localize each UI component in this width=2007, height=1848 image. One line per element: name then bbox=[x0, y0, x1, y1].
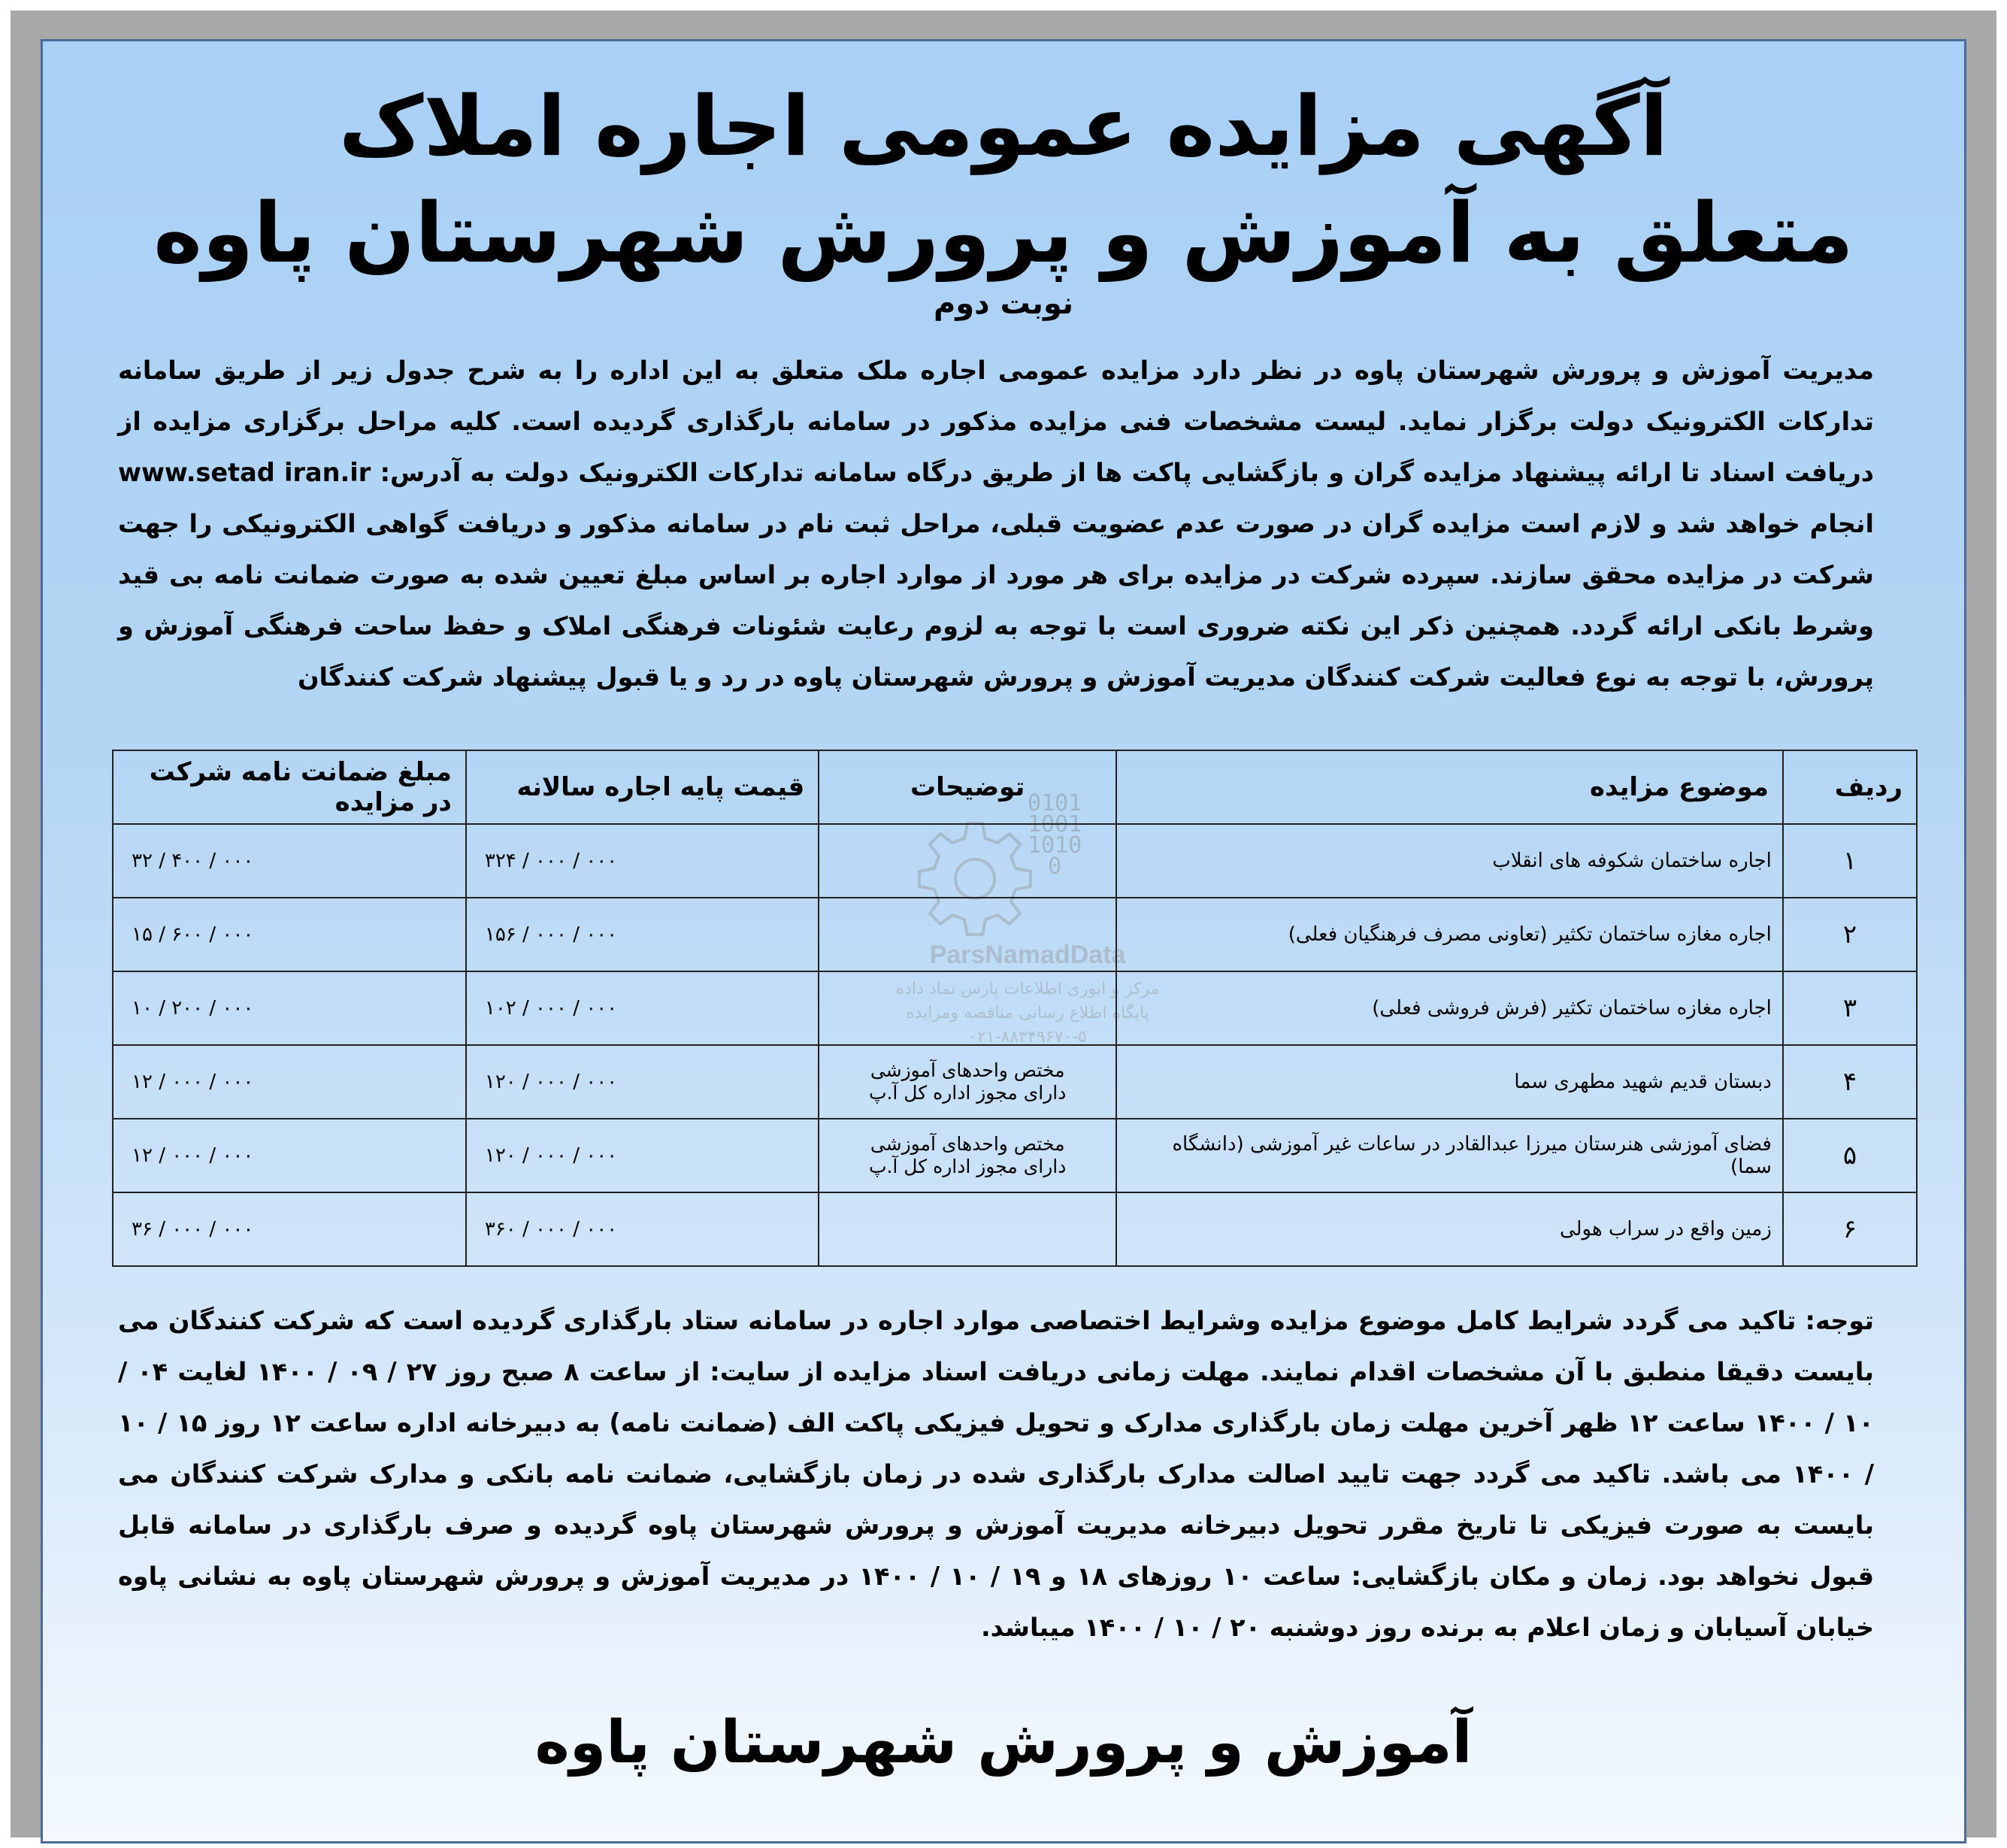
row-base-price: ۱۰۲ / ۰۰۰ / ۰۰۰ bbox=[466, 971, 819, 1045]
row-number: ۴ bbox=[1783, 1045, 1917, 1119]
row-guarantee: ۳۶ / ۰۰۰ / ۰۰۰ bbox=[113, 1192, 466, 1266]
row-subject: زمین واقع در سراب هولی bbox=[1116, 1192, 1783, 1266]
auction-table bbox=[112, 750, 1918, 1267]
row-subject: اجاره مغازه ساختمان تکثیر (تعاونی مصرف فرهنگیان فعلی) bbox=[1116, 898, 1783, 971]
table-row bbox=[113, 1192, 1917, 1266]
row-description-line-1: مختص واحدهای آموزشی bbox=[870, 1059, 1065, 1081]
row-number: ۳ bbox=[1783, 971, 1917, 1045]
round-label: نوبت دوم bbox=[933, 286, 1074, 321]
table-header-row bbox=[113, 750, 1917, 824]
row-base-price: ۳۶۰ / ۰۰۰ / ۰۰۰ bbox=[466, 1192, 819, 1266]
row-subject: دبستان قدیم شهید مطهری سما bbox=[1116, 1045, 1783, 1119]
title-line-2: متعلق به آموزش و پرورش شهرستان پاوه bbox=[153, 185, 1854, 281]
row-description bbox=[819, 898, 1116, 971]
row-subject: اجاره ساختمان شکوفه های انقلاب bbox=[1116, 824, 1783, 898]
row-description bbox=[819, 824, 1116, 898]
table-row bbox=[113, 971, 1917, 1045]
row-guarantee: ۳۲ / ۴۰۰ / ۰۰۰ bbox=[113, 824, 466, 898]
row-description-line-2: دارای مجوز اداره کل آ.پ bbox=[868, 1156, 1067, 1177]
header-guarantee: مبلغ ضمانت نامه شرکت در مزایده bbox=[113, 750, 466, 824]
footer-signature: آموزش و پرورش شهرستان پاوه bbox=[534, 1709, 1473, 1777]
auction-table-wrapper bbox=[112, 750, 1918, 1267]
note-paragraph: توجه: تاکید می گردد شرایط کامل موضوع مزایده وشرایط اختصاصی موارد اجاره در سامانه ستاد بارگذاری گردیده است که شرکت کنندگان می بایست دقیقا منطبق با آن مشخصات اقدام نمایند. مهلت زمانی دریافت اسناد مزایده از سایت: از ساعت ۸ صبح روز ۲۷ / ۰۹ / ۱۴۰۰ لغایت ۰۴ / ۱۰ / ۱۴۰۰ ساعت ۱۲ ظهر آخرین مهلت زمان بارگذاری مدارک و تحویل فیزیکی پاکت الف (ضمانت نامه) به دبیرخانه اداره ساعت ۱۲ روز ۱۵ / ۱۰ / ۱۴۰۰ می باشد. تاکید می گردد جهت تایید اصالت مدارک بارگذاری شده در زمان بازگشایی، ضمانت نامه بانکی و مدارک شرکت کنندگان می بایست به صورت فیزیکی تا تاریخ مقرر تحویل دبیرخانه مدیریت آموزش و پرورش شهرستان پاوه گردیده و صرف بارگذاری در سامانه قابل قبول نخواهد بود. زمان و مکان بازگشایی: ساعت ۱۰ روزهای ۱۸ و ۱۹ / ۱۰ / ۱۴۰۰ در مدیریت آموزش و پرورش شهرستان پاوه به نشانی پاوه خیابان آسیابان و زمان اعلام به برنده روز دوشنبه ۲۰ / ۱۰ / ۱۴۰۰ میباشد. bbox=[118, 1306, 1875, 1642]
row-guarantee: ۱۲ / ۰۰۰ / ۰۰۰ bbox=[113, 1045, 466, 1119]
table-row bbox=[113, 1045, 1917, 1119]
watermark-name: ParsNamadData bbox=[929, 941, 1126, 969]
row-base-price: ۱۵۶ / ۰۰۰ / ۰۰۰ bbox=[466, 898, 819, 971]
title-line-1: آگهی مزایده عمومی اجاره املاک bbox=[338, 78, 1669, 174]
row-base-price: ۱۲۰ / ۰۰۰ / ۰۰۰ bbox=[466, 1119, 819, 1192]
row-number: ۲ bbox=[1783, 898, 1917, 971]
announcement-panel bbox=[41, 39, 1966, 1843]
watermark-line-1: مرکز و ابوری اطلاعات پارس نماد داده bbox=[895, 980, 1160, 998]
header-description: توضیحات bbox=[819, 750, 1116, 824]
row-base-price: ۱۲۰ / ۰۰۰ / ۰۰۰ bbox=[466, 1045, 819, 1119]
row-description bbox=[819, 1119, 1116, 1192]
row-guarantee: ۱۵ / ۶۰۰ / ۰۰۰ bbox=[113, 898, 466, 971]
row-number: ۱ bbox=[1783, 824, 1917, 898]
row-description bbox=[819, 1192, 1116, 1266]
intro-paragraph: مدیریت آموزش و پرورش شهرستان پاوه در نظر دارد مزایده عمومی اجاره ملک متعلق به این اداره را به شرح جدول زیر از طریق سامانه تدارکات الکترونیک دولت برگزار نماید. لیست مشخصات فنی مزایده مذکور در سامانه بارگذاری گردیده است. کلیه مراحل برگزاری مزایده از دریافت اسناد تا ارائه پیشنهاد مزایده گران و بازگشایی پاکت ها از طریق درگاه سامانه تدارکات الکترونیک دولت به آدرس: www.setad iran.ir انجام خواهد شد و لازم است مزایده گران در صورت عدم عضویت قبلی، مراحل ثبت نام در سامانه مذکور و دریافت گواهی الکترونیکی را جهت شرکت در مزایده محقق سازند. سپرده شرکت در مزایده برای هر مورد از موارد اجاره بر اساس مبلغ تعیین شده به صورت ضمانت نامه بی قید وشرط بانکی ارائه گردد. همچنین ذکر این نکته ضروری است با توجه به لزوم رعایت شئونات فرهنگی املاک و حفظ ساحت فرهنگی آموزش و پرورش، با توجه به نوع فعالیت شرکت کنندگان مدیریت آموزش و پرورش شهرستان پاوه در رد و یا قبول پیشنهاد شرکت کنندگان bbox=[118, 356, 1874, 692]
row-base-price: ۳۲۴ / ۰۰۰ / ۰۰۰ bbox=[466, 824, 819, 898]
header-subject: موضوع مزایده bbox=[1116, 750, 1783, 824]
row-guarantee: ۱۰ / ۲۰۰ / ۰۰۰ bbox=[113, 971, 466, 1045]
row-description bbox=[819, 971, 1116, 1045]
row-guarantee: ۱۲ / ۰۰۰ / ۰۰۰ bbox=[113, 1119, 466, 1192]
row-subject: اجاره مغازه ساختمان تکثیر (فرش فروشی فعلی) bbox=[1116, 971, 1783, 1045]
row-number: ۵ bbox=[1783, 1119, 1917, 1192]
header-base-price: قیمت پایه اجاره سالانه bbox=[466, 750, 819, 824]
table-row bbox=[113, 824, 1917, 898]
row-subject: فضای آموزشی هنرستان میرزا عبدالقادر در ساعات غیر آموزشی (دانشگاه سما) bbox=[1116, 1119, 1783, 1192]
watermark-bits: 0101 1001 1010 0 bbox=[1028, 790, 1082, 880]
row-description-line-2: دارای مجوز اداره کل آ.پ bbox=[868, 1082, 1067, 1104]
row-number: ۶ bbox=[1783, 1192, 1917, 1266]
row-description bbox=[819, 1045, 1116, 1119]
table-row bbox=[113, 1119, 1917, 1192]
table-row bbox=[113, 898, 1917, 971]
header-row-number: ردیف bbox=[1783, 750, 1917, 824]
row-description-line-1: مختص واحدهای آموزشی bbox=[870, 1133, 1065, 1155]
watermark-line-2: پایگاه اطلاع رسانی مناقصه ومزایده bbox=[906, 1004, 1149, 1022]
watermark-line-3: ۰۲۱-۸۸۳۴۹۶۷۰-۵ bbox=[968, 1028, 1087, 1047]
